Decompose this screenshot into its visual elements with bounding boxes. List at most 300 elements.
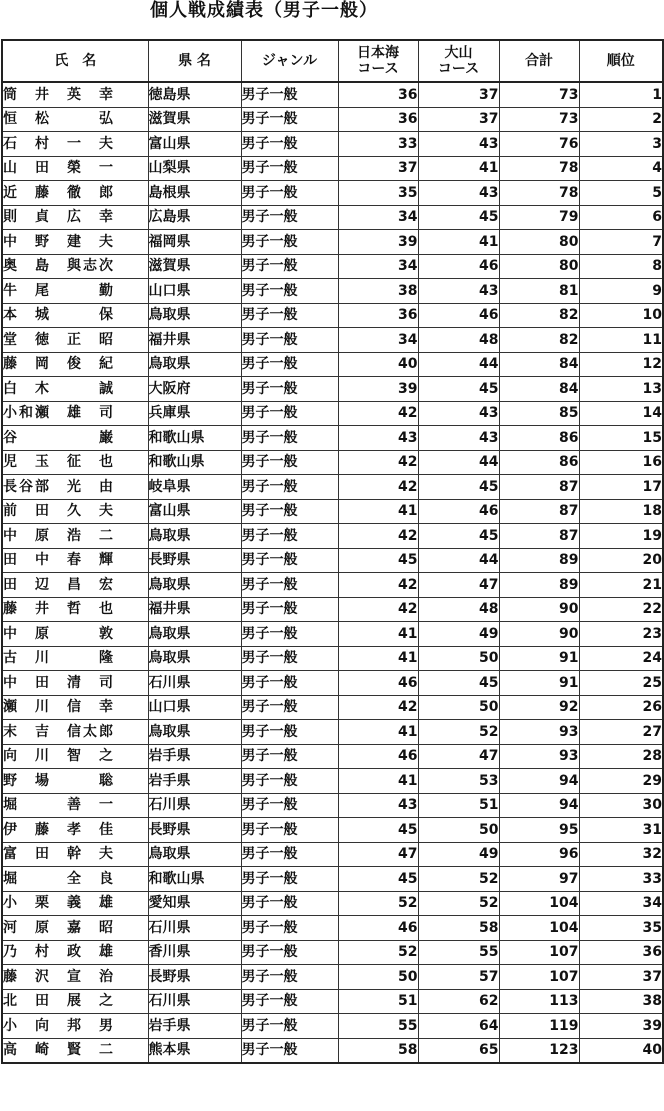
- course-2-score-cell: 50: [418, 646, 499, 671]
- header-course-2-line2: コース: [437, 61, 480, 77]
- player-name-cell: 小和瀬 雄 司: [2, 401, 148, 426]
- course-1-score-cell: 46: [338, 916, 418, 941]
- genre-cell: 男子一般: [241, 744, 338, 769]
- rank-cell: 16: [579, 450, 663, 475]
- genre-cell: 男子一般: [241, 352, 338, 377]
- table-row: [2, 107, 663, 132]
- genre-cell: 男子一般: [241, 891, 338, 916]
- course-2-score-cell: 65: [418, 1038, 499, 1063]
- table-row: [2, 793, 663, 818]
- prefecture-cell: 岐阜県: [148, 475, 241, 500]
- course-2-score-cell: 49: [418, 622, 499, 647]
- prefecture-cell: 滋賀県: [148, 107, 241, 132]
- table-row: [2, 524, 663, 549]
- table-row: [2, 303, 663, 328]
- player-name-cell: 中 野 建 夫: [2, 230, 148, 255]
- total-score-cell: 84: [499, 352, 579, 377]
- genre-cell: 男子一般: [241, 867, 338, 892]
- course-2-score-cell: 52: [418, 720, 499, 745]
- table-row: [2, 205, 663, 230]
- table-row: [2, 475, 663, 500]
- course-2-score-cell: 46: [418, 303, 499, 328]
- prefecture-cell: 山口県: [148, 279, 241, 304]
- course-2-score-cell: 44: [418, 352, 499, 377]
- prefecture-cell: 熊本県: [148, 1038, 241, 1063]
- course-1-score-cell: 41: [338, 769, 418, 794]
- prefecture-cell: 兵庫県: [148, 401, 241, 426]
- course-1-score-cell: 46: [338, 671, 418, 696]
- total-score-cell: 73: [499, 107, 579, 132]
- table-row: [2, 597, 663, 622]
- prefecture-cell: 山口県: [148, 695, 241, 720]
- total-score-cell: 104: [499, 891, 579, 916]
- header-genre: ジャンル: [241, 40, 338, 82]
- course-2-score-cell: 52: [418, 891, 499, 916]
- page-title: 個人戦成績表（男子一般）: [150, 0, 378, 21]
- header-course-2-line1: 大山: [444, 45, 473, 61]
- table-row: [2, 916, 663, 941]
- table-row: [2, 132, 663, 157]
- table-row: [2, 695, 663, 720]
- course-2-score-cell: 47: [418, 744, 499, 769]
- course-2-score-cell: 58: [418, 916, 499, 941]
- rank-cell: 21: [579, 573, 663, 598]
- player-name-cell: 田 辺 昌 宏: [2, 573, 148, 598]
- course-1-score-cell: 45: [338, 818, 418, 843]
- genre-cell: 男子一般: [241, 940, 338, 965]
- total-score-cell: 89: [499, 548, 579, 573]
- course-2-score-cell: 45: [418, 475, 499, 500]
- table-row: [2, 622, 663, 647]
- total-score-cell: 113: [499, 989, 579, 1014]
- course-2-score-cell: 46: [418, 499, 499, 524]
- table-row: [2, 867, 663, 892]
- total-score-cell: 78: [499, 156, 579, 181]
- player-name-cell: 向 川 智 之: [2, 744, 148, 769]
- total-score-cell: 87: [499, 499, 579, 524]
- rank-cell: 10: [579, 303, 663, 328]
- prefecture-cell: 香川県: [148, 940, 241, 965]
- genre-cell: 男子一般: [241, 524, 338, 549]
- rank-cell: 3: [579, 132, 663, 157]
- rank-cell: 38: [579, 989, 663, 1014]
- total-score-cell: 86: [499, 426, 579, 451]
- rank-cell: 28: [579, 744, 663, 769]
- genre-cell: 男子一般: [241, 450, 338, 475]
- genre-cell: 男子一般: [241, 597, 338, 622]
- genre-cell: 男子一般: [241, 230, 338, 255]
- rank-cell: 31: [579, 818, 663, 843]
- course-2-score-cell: 41: [418, 156, 499, 181]
- total-score-cell: 82: [499, 328, 579, 353]
- prefecture-cell: 長野県: [148, 965, 241, 990]
- total-score-cell: 97: [499, 867, 579, 892]
- total-score-cell: 76: [499, 132, 579, 157]
- player-name-cell: 藤 沢 宣 治: [2, 965, 148, 990]
- player-name-cell: 則 貞 広 幸: [2, 205, 148, 230]
- header-rank: 順位: [579, 40, 663, 82]
- prefecture-cell: 岩手県: [148, 744, 241, 769]
- course-2-score-cell: 43: [418, 279, 499, 304]
- table-row: [2, 401, 663, 426]
- prefecture-cell: 福井県: [148, 328, 241, 353]
- player-name-cell: 野 場 聡: [2, 769, 148, 794]
- rank-cell: 30: [579, 793, 663, 818]
- table-row: [2, 573, 663, 598]
- total-score-cell: 91: [499, 671, 579, 696]
- prefecture-cell: 岩手県: [148, 769, 241, 794]
- course-1-score-cell: 39: [338, 377, 418, 402]
- genre-cell: 男子一般: [241, 132, 338, 157]
- rank-cell: 33: [579, 867, 663, 892]
- course-1-score-cell: 33: [338, 132, 418, 157]
- table-row: [2, 1038, 663, 1063]
- total-score-cell: 78: [499, 181, 579, 206]
- course-2-score-cell: 46: [418, 254, 499, 279]
- genre-cell: 男子一般: [241, 377, 338, 402]
- total-score-cell: 96: [499, 842, 579, 867]
- genre-cell: 男子一般: [241, 426, 338, 451]
- prefecture-cell: 大阪府: [148, 377, 241, 402]
- course-1-score-cell: 36: [338, 107, 418, 132]
- course-1-score-cell: 36: [338, 303, 418, 328]
- rank-cell: 35: [579, 916, 663, 941]
- prefecture-cell: 長野県: [148, 818, 241, 843]
- table-row: [2, 156, 663, 181]
- course-2-score-cell: 48: [418, 597, 499, 622]
- rank-cell: 5: [579, 181, 663, 206]
- player-name-cell: 高 崎 賢 二: [2, 1038, 148, 1063]
- player-name-cell: 長谷部 光 由: [2, 475, 148, 500]
- course-1-score-cell: 55: [338, 1014, 418, 1039]
- rank-cell: 39: [579, 1014, 663, 1039]
- prefecture-cell: 鳥取県: [148, 303, 241, 328]
- player-name-cell: 筒 井 英 幸: [2, 82, 148, 107]
- table-row: [2, 1014, 663, 1039]
- total-score-cell: 87: [499, 475, 579, 500]
- player-name-cell: 前 田 久 夫: [2, 499, 148, 524]
- table-row: [2, 965, 663, 990]
- total-score-cell: 104: [499, 916, 579, 941]
- header-course-1-line2: コース: [357, 61, 399, 77]
- total-score-cell: 80: [499, 254, 579, 279]
- total-score-cell: 82: [499, 303, 579, 328]
- rank-cell: 17: [579, 475, 663, 500]
- course-1-score-cell: 51: [338, 989, 418, 1014]
- genre-cell: 男子一般: [241, 156, 338, 181]
- header-name: 氏 名: [2, 40, 148, 82]
- course-2-score-cell: 45: [418, 524, 499, 549]
- course-1-score-cell: 34: [338, 205, 418, 230]
- course-2-score-cell: 51: [418, 793, 499, 818]
- prefecture-cell: 岩手県: [148, 1014, 241, 1039]
- genre-cell: 男子一般: [241, 107, 338, 132]
- rank-cell: 7: [579, 230, 663, 255]
- prefecture-cell: 福岡県: [148, 230, 241, 255]
- total-score-cell: 85: [499, 401, 579, 426]
- course-1-score-cell: 45: [338, 548, 418, 573]
- player-name-cell: 白 木 誠: [2, 377, 148, 402]
- prefecture-cell: 長野県: [148, 548, 241, 573]
- prefecture-cell: 石川県: [148, 671, 241, 696]
- total-score-cell: 91: [499, 646, 579, 671]
- player-name-cell: 中 原 浩 二: [2, 524, 148, 549]
- prefecture-cell: 和歌山県: [148, 450, 241, 475]
- course-2-score-cell: 37: [418, 107, 499, 132]
- genre-cell: 男子一般: [241, 989, 338, 1014]
- genre-cell: 男子一般: [241, 818, 338, 843]
- prefecture-cell: 広島県: [148, 205, 241, 230]
- table-row: [2, 720, 663, 745]
- header-course-1: [338, 40, 418, 82]
- course-2-score-cell: 55: [418, 940, 499, 965]
- player-name-cell: 本 城 保: [2, 303, 148, 328]
- table-row: [2, 818, 663, 843]
- total-score-cell: 123: [499, 1038, 579, 1063]
- table-row: [2, 450, 663, 475]
- player-name-cell: 中 田 清 司: [2, 671, 148, 696]
- table-row: [2, 744, 663, 769]
- course-1-score-cell: 34: [338, 254, 418, 279]
- prefecture-cell: 和歌山県: [148, 426, 241, 451]
- course-1-score-cell: 41: [338, 622, 418, 647]
- rank-cell: 23: [579, 622, 663, 647]
- rank-cell: 40: [579, 1038, 663, 1063]
- prefecture-cell: 鳥取県: [148, 622, 241, 647]
- header-prefecture: 県 名: [148, 40, 241, 82]
- table-row: [2, 891, 663, 916]
- total-score-cell: 73: [499, 82, 579, 107]
- course-1-score-cell: 45: [338, 867, 418, 892]
- course-2-score-cell: 50: [418, 818, 499, 843]
- player-name-cell: 牛 尾 勤: [2, 279, 148, 304]
- course-1-score-cell: 42: [338, 401, 418, 426]
- course-1-score-cell: 41: [338, 720, 418, 745]
- course-2-score-cell: 44: [418, 548, 499, 573]
- genre-cell: 男子一般: [241, 205, 338, 230]
- player-name-cell: 田 中 春 輝: [2, 548, 148, 573]
- table-row: [2, 279, 663, 304]
- rank-cell: 15: [579, 426, 663, 451]
- course-1-score-cell: 35: [338, 181, 418, 206]
- prefecture-cell: 石川県: [148, 916, 241, 941]
- genre-cell: 男子一般: [241, 769, 338, 794]
- player-name-cell: 堀 善 一: [2, 793, 148, 818]
- rank-cell: 22: [579, 597, 663, 622]
- course-1-score-cell: 40: [338, 352, 418, 377]
- genre-cell: 男子一般: [241, 842, 338, 867]
- header-course-1-line1: 日本海: [357, 45, 399, 61]
- rank-cell: 27: [579, 720, 663, 745]
- prefecture-cell: 石川県: [148, 989, 241, 1014]
- player-name-cell: 小 向 邦 男: [2, 1014, 148, 1039]
- rank-cell: 2: [579, 107, 663, 132]
- prefecture-cell: 島根県: [148, 181, 241, 206]
- header-row: [2, 40, 663, 82]
- rank-cell: 19: [579, 524, 663, 549]
- genre-cell: 男子一般: [241, 646, 338, 671]
- table-row: [2, 646, 663, 671]
- course-1-score-cell: 47: [338, 842, 418, 867]
- course-1-score-cell: 34: [338, 328, 418, 353]
- genre-cell: 男子一般: [241, 303, 338, 328]
- table-row: [2, 82, 663, 107]
- total-score-cell: 84: [499, 377, 579, 402]
- rank-cell: 9: [579, 279, 663, 304]
- course-2-score-cell: 50: [418, 695, 499, 720]
- course-1-score-cell: 52: [338, 891, 418, 916]
- course-1-score-cell: 39: [338, 230, 418, 255]
- genre-cell: 男子一般: [241, 181, 338, 206]
- prefecture-cell: 徳島県: [148, 82, 241, 107]
- prefecture-cell: 富山県: [148, 499, 241, 524]
- course-1-score-cell: 41: [338, 499, 418, 524]
- prefecture-cell: 福井県: [148, 597, 241, 622]
- prefecture-cell: 鳥取県: [148, 720, 241, 745]
- genre-cell: 男子一般: [241, 1014, 338, 1039]
- course-1-score-cell: 42: [338, 597, 418, 622]
- total-score-cell: 107: [499, 940, 579, 965]
- rank-cell: 32: [579, 842, 663, 867]
- genre-cell: 男子一般: [241, 916, 338, 941]
- course-1-score-cell: 42: [338, 450, 418, 475]
- rank-cell: 25: [579, 671, 663, 696]
- table-row: [2, 989, 663, 1014]
- course-2-score-cell: 43: [418, 181, 499, 206]
- player-name-cell: 乃 村 政 雄: [2, 940, 148, 965]
- player-name-cell: 藤 井 哲 也: [2, 597, 148, 622]
- rank-cell: 1: [579, 82, 663, 107]
- rank-cell: 4: [579, 156, 663, 181]
- genre-cell: 男子一般: [241, 254, 338, 279]
- player-name-cell: 堂 徳 正 昭: [2, 328, 148, 353]
- player-name-cell: 堀 全 良: [2, 867, 148, 892]
- header-total: 合計: [499, 40, 579, 82]
- course-1-score-cell: 46: [338, 744, 418, 769]
- course-2-score-cell: 43: [418, 426, 499, 451]
- player-name-cell: 恒 松 弘: [2, 107, 148, 132]
- rank-cell: 11: [579, 328, 663, 353]
- prefecture-cell: 和歌山県: [148, 867, 241, 892]
- table-row: [2, 842, 663, 867]
- prefecture-cell: 愛知県: [148, 891, 241, 916]
- total-score-cell: 94: [499, 793, 579, 818]
- rank-cell: 13: [579, 377, 663, 402]
- rank-cell: 26: [579, 695, 663, 720]
- course-1-score-cell: 38: [338, 279, 418, 304]
- course-2-score-cell: 44: [418, 450, 499, 475]
- course-2-score-cell: 43: [418, 401, 499, 426]
- prefecture-cell: 鳥取県: [148, 646, 241, 671]
- total-score-cell: 92: [499, 695, 579, 720]
- rank-cell: 36: [579, 940, 663, 965]
- total-score-cell: 80: [499, 230, 579, 255]
- player-name-cell: 古 川 隆: [2, 646, 148, 671]
- course-1-score-cell: 52: [338, 940, 418, 965]
- player-name-cell: 瀬 川 信 幸: [2, 695, 148, 720]
- total-score-cell: 81: [499, 279, 579, 304]
- total-score-cell: 94: [499, 769, 579, 794]
- table-row: [2, 548, 663, 573]
- table-row: [2, 377, 663, 402]
- total-score-cell: 86: [499, 450, 579, 475]
- rank-cell: 12: [579, 352, 663, 377]
- prefecture-cell: 石川県: [148, 793, 241, 818]
- course-2-score-cell: 62: [418, 989, 499, 1014]
- total-score-cell: 95: [499, 818, 579, 843]
- header-course-2: [418, 40, 499, 82]
- course-1-score-cell: 37: [338, 156, 418, 181]
- course-2-score-cell: 52: [418, 867, 499, 892]
- player-name-cell: 奥 島 與志次: [2, 254, 148, 279]
- rank-cell: 18: [579, 499, 663, 524]
- results-table: [1, 39, 664, 1064]
- course-2-score-cell: 41: [418, 230, 499, 255]
- total-score-cell: 87: [499, 524, 579, 549]
- player-name-cell: 北 田 展 之: [2, 989, 148, 1014]
- genre-cell: 男子一般: [241, 622, 338, 647]
- genre-cell: 男子一般: [241, 695, 338, 720]
- table-row: [2, 426, 663, 451]
- prefecture-cell: 鳥取県: [148, 352, 241, 377]
- table-row: [2, 940, 663, 965]
- table-row: [2, 230, 663, 255]
- genre-cell: 男子一般: [241, 82, 338, 107]
- course-2-score-cell: 37: [418, 82, 499, 107]
- course-2-score-cell: 45: [418, 671, 499, 696]
- course-1-score-cell: 42: [338, 524, 418, 549]
- player-name-cell: 末 吉 信太郎: [2, 720, 148, 745]
- player-name-cell: 山 田 榮 一: [2, 156, 148, 181]
- prefecture-cell: 鳥取県: [148, 842, 241, 867]
- table-row: [2, 328, 663, 353]
- player-name-cell: 谷 巌: [2, 426, 148, 451]
- course-2-score-cell: 64: [418, 1014, 499, 1039]
- genre-cell: 男子一般: [241, 1038, 338, 1063]
- course-2-score-cell: 49: [418, 842, 499, 867]
- genre-cell: 男子一般: [241, 548, 338, 573]
- total-score-cell: 79: [499, 205, 579, 230]
- rank-cell: 20: [579, 548, 663, 573]
- prefecture-cell: 富山県: [148, 132, 241, 157]
- course-2-score-cell: 57: [418, 965, 499, 990]
- rank-cell: 29: [579, 769, 663, 794]
- rank-cell: 37: [579, 965, 663, 990]
- course-2-score-cell: 48: [418, 328, 499, 353]
- player-name-cell: 伊 藤 孝 佳: [2, 818, 148, 843]
- course-2-score-cell: 45: [418, 205, 499, 230]
- course-1-score-cell: 43: [338, 793, 418, 818]
- course-1-score-cell: 41: [338, 646, 418, 671]
- rank-cell: 34: [579, 891, 663, 916]
- course-2-score-cell: 45: [418, 377, 499, 402]
- total-score-cell: 119: [499, 1014, 579, 1039]
- total-score-cell: 93: [499, 744, 579, 769]
- results-body: [2, 82, 663, 1063]
- rank-cell: 8: [579, 254, 663, 279]
- total-score-cell: 93: [499, 720, 579, 745]
- total-score-cell: 107: [499, 965, 579, 990]
- table-row: [2, 254, 663, 279]
- genre-cell: 男子一般: [241, 720, 338, 745]
- total-score-cell: 89: [499, 573, 579, 598]
- table-row: [2, 181, 663, 206]
- course-1-score-cell: 58: [338, 1038, 418, 1063]
- genre-cell: 男子一般: [241, 671, 338, 696]
- prefecture-cell: 山梨県: [148, 156, 241, 181]
- course-1-score-cell: 43: [338, 426, 418, 451]
- genre-cell: 男子一般: [241, 793, 338, 818]
